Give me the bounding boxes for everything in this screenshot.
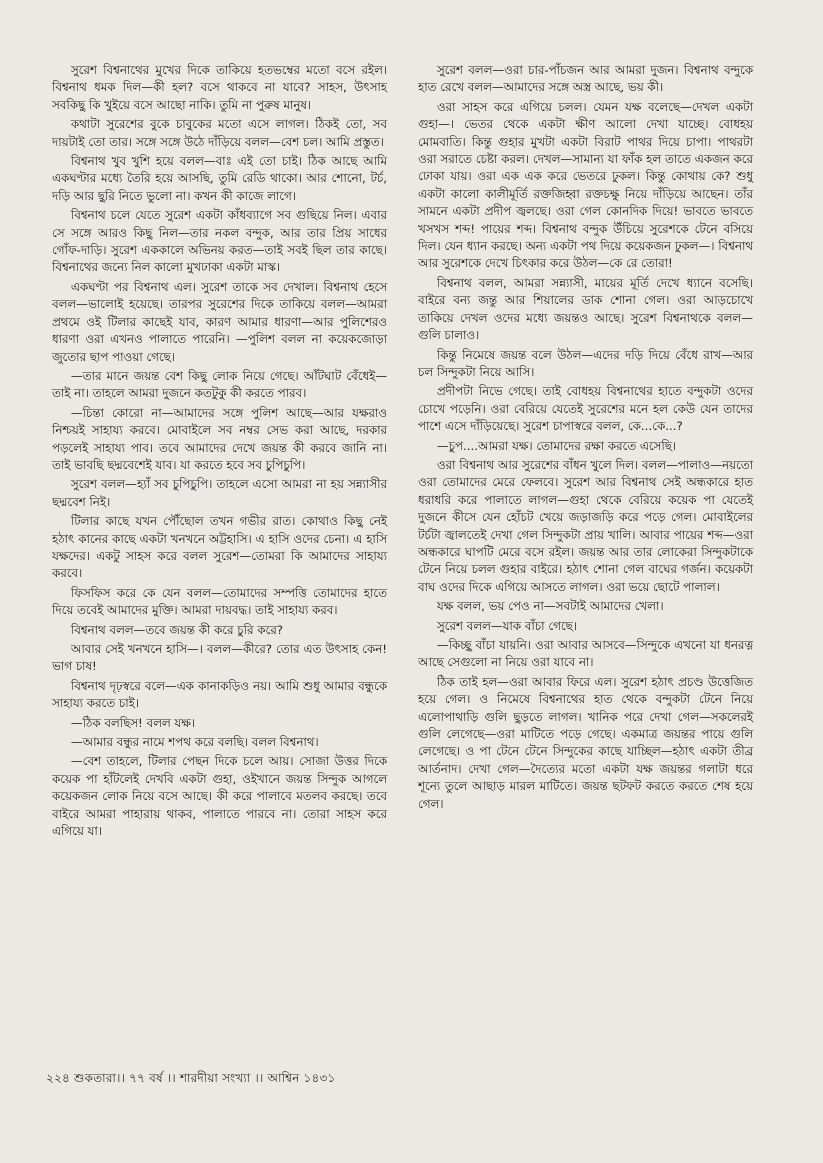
paragraph: সুরেশ বিশ্বনাথের মুখের দিকে তাকিয়ে হতভম্বের মতো বসে রইল। বিশ্বনাথ ধমক দিল—কী হল? বসে থাকবে না যাবে? সাহস, উৎসাহ সবকিছু কি খুইয়ে বসে আছো নাকি। তুমি না পুরুষ মানুষ। bbox=[52, 63, 387, 112]
paragraph: কথাটা সুরেশের বুকে চাবুকের মতো এসে লাগল। ঠিকই তো, সব দায়টাই তো তার। সঙ্গে সঙ্গে উঠে দাঁড়িয়ে বলল—বেশ চল। আমি প্রস্তুত। bbox=[52, 117, 387, 149]
paragraph: —ঠিক বলছিস! বলল যক্ষ। bbox=[70, 715, 195, 730]
paragraph: আবার সেই খনখনে হাসি—। বলল—কীরে? তোর এত উৎসাহ কেন! ভাগ চাষ! bbox=[52, 642, 387, 674]
paragraph: সুরেশ বলল—হ্যাঁ সব চুপিচুপি। তাহলে এসো আমরা না হয় সন্ন্যাসীর ছদ্মবেশ নিই। bbox=[52, 477, 387, 509]
paragraph: টিলার কাছে যখন পৌঁছোল তখন গভীর রাত। কোথাও কিছু নেই হঠাৎ কানের কাছে একটা খনখনে অট্টহাসি। এ হাসি ওদের চেনা। এ হাসি যক্ষদের। একটু সাহস করে বলল সুরেশ—তোমরা কি আমাদের সাহায্য করবে। bbox=[52, 514, 387, 581]
left-column bbox=[52, 62, 387, 842]
page-footer: ২২৪ শুকতারা।। ৭৭ বর্ষ ।। শারদীয়া সংখ্যা ।। আশ্বিন ১৪৩১ bbox=[46, 1071, 336, 1085]
right-column bbox=[418, 62, 753, 815]
paragraph: বিশ্বনাথ বলল—তবে জয়ন্ত কী করে চুরি করে? bbox=[70, 622, 283, 637]
paragraph: ফিসফিস করে কে যেন বলল—তোমাদের সম্পত্তি তোমাদের হাতে দিয়ে তবেই আমাদের মুক্তি। আমরা দায়বদ্ধ। তাই সাহায্য করব। bbox=[52, 585, 387, 618]
paragraph: বিশ্বনাথ খুব খুশি হয়ে বলল—বাঃ এই তো চাই। ঠিক আছে আমি একঘণ্টার মধ্যে তৈরি হয়ে আসছি, তুমি রেডি থাকো। আর শোনো, টর্চ, দড়ি আর ছুরি নিতে ভুলো না। কখন কী কাজে লাগে। bbox=[52, 154, 387, 203]
paragraph: বিশ্বনাথ বলল, আমরা সন্ন্যাসী, মায়ের মূর্তি দেখে ধ্যানে বসেছি। বাইরে বন্য জন্তু আর শিয়ালের ডাক শোনা গেল। ওরা আড়চোখে তাকিয়ে দেখল ওদের মধ্যে জয়ন্তও আছে। সুরেশ বিশ্বনাথকে বলল—গুলি চালাও। bbox=[418, 275, 753, 343]
paragraph: প্রদীপটা নিভে গেছে। তাই বোধহয় বিশ্বনাথের হাতে বন্দুকটা ওদের চোখে পড়েনি। ওরা বেরিয়ে যেতেই সুরেশের মনে হল কেউ যেন তাদের পাশে এসে দাঁড়িয়েছে। সুরেশ চাপাস্বরে বলল, কে...কে...? bbox=[418, 384, 753, 434]
paragraph: যক্ষ বলল, ভয় পেও না—সবটাই আমাদের খেলা। bbox=[436, 599, 664, 614]
paragraph: —কিচ্ছু বাঁচা যায়নি। ওরা আবার আসবে—সিন্দুকে এখনো যা ধনরত্ন আছে সেগুলো না নিয়ে ওরা যাবে না। bbox=[418, 638, 753, 670]
paragraph: বিশ্বনাথ চলে যেতে সুরেশ একটা কাঁধব্যাগে সব গুছিয়ে নিল। এবার সে সঙ্গে আরও কিছু নিল—তার নকল বন্দুক, আর তার প্রিয় সাধের গোঁফ-দাড়ি। সুরেশ এককালে অভিনয় করত—তাই সবই ছিল তার কাছে। বিশ্বনাথের জন্যে নিল কালো মুখঢাকা একটা মাস্ক। bbox=[52, 208, 387, 275]
paragraph: একঘণ্টা পর বিশ্বনাথ এল। সুরেশ তাকে সব দেখাল। বিশ্বনাথ হেসে বলল—ভালোই হয়েছে। তারপর সুরেশের দিকে তাকিয়ে বলল—আমরা প্রথমে ওই টিলার কাছেই যাব, কারণ আমার ধারণা—আর পুলিশেরও ধারণা ওরা এখনও পালাতে পারেনি। —পুলিশ বলল না কয়েকজোড়া জুতোর ছাপ পাওয়া গেছে। bbox=[52, 279, 387, 364]
paragraph: —তার মানে জয়ন্ত বেশ কিছু লোক নিয়ে গেছে। আঁটঘাট বেঁধেই—তাই না। তাহলে আমরা দুজনে কতটুকু কী করতে পারব। bbox=[52, 368, 387, 401]
paragraph: সুরেশ বলল—ওরা চার-পাঁচজন আর আমরা দুজন। বিশ্বনাথ বন্দুকে হাত রেখে বলল—আমাদের সঙ্গে অস্ত্র আছে, ভয় কী। bbox=[418, 63, 753, 95]
paragraph: ঠিক তাই হল—ওরা আবার ফিরে এল। সুরেশ হঠাৎ প্রচণ্ড উত্তেজিত হয়ে গেল। ও নিমেষে বিশ্বনাথের হাত থেকে বন্দুকটা টেনে নিয়ে এলোপাথাড়ি গুলি ছুড়তে লাগল। খানিক পরে দেখা গেল—সকলেরই গুলি লেগেছে—ওরা মাটিতে পড়ে গেছে। একমাত্র জয়ন্তর পায়ে গুলি লেগেছে। ও পা টেনে টেনে সিন্দুকের কাছে যাচ্ছিল—হঠাৎ একটা তীব্র আর্তনাদ। দেখা গেল—দৈত্যের মতো একটা যক্ষ জয়ন্তর গলাটা ধরে শূন্যে তুলে আছাড় মারল মাটিতে। জয়ন্ত ছটফট করতে করতে শেষ হয়ে গেল। bbox=[418, 674, 753, 811]
paragraph: ওরা সাহস করে এগিয়ে চলল। যেমন যক্ষ বলেছে—দেখল একটা গুহা—। ভেতর থেকে একটা ক্ষীণ আলো দেখা যাচ্ছে। বোধহয় মোমবাতি। কিন্তু গুহার মুখটা একটা বিরাট পাথর দিয়ে চাপা। পাথরটা ওরা সরাতে চেষ্টা করল। দেখল—সামান্য যা ফাঁক হল তাতে একজন করে ঢোকা যায়। ওরা এক এক করে ভেতরে ঢুকল। কিন্তু কোথায় কে? শুধু একটা কালো কালীমূর্তি রক্তজিহ্বা রক্তচক্ষু নিয়ে দাঁড়িয়ে আছেন। তাঁর সামনে একটা প্রদীপ জ্বলছে। ওরা গেল কোনদিক দিয়ে! ভাবতে ভাবতে খসখস শব্দ! পায়ের শব্দ। বিশ্বনাথ বন্দুক উঁচিয়ে সুরেশকে টেনে বসিয়ে দিল। যেন ধ্যান করছে। অন্য একটা পথ দিয়ে কয়েকজন ঢুকল—। বিশ্বনাথ আর সুরেশকে দেখে চিৎকার করে উঠল—কে রে তোরা! bbox=[418, 99, 754, 271]
paragraph: কিন্তু নিমেষে জয়ন্ত বলে উঠল—এদের দড়ি দিয়ে বেঁধে রাখ—আর চল সিন্দুকটা নিয়ে আসি। bbox=[418, 347, 753, 379]
paragraph: সুরেশ বলল—যাক বাঁচা গেছে। bbox=[436, 618, 577, 633]
paragraph: ওরা বিশ্বনাথ আর সুরেশের বাঁধন খুলে দিল। বলল—পালাও—নয়তো ওরা তোমাদের মেরে ফেলবে। সুরেশ আর বিশ্বনাথ সেই অন্ধকারে হাত ধরাধরি করে পালাতে লাগল—গুহা থেকে বেরিয়ে কয়েক পা যেতেই দুজনে কীসে যেন হোঁচট খেয়ে জড়াজড়ি করে পড়ে গেল। মোবাইলের টর্চটা জ্বালতেই দেখা গেল সিন্দুকটা প্রায় খালি। আবার পায়ের শব্দ—ওরা অন্ধকারে ঘাপটি মেরে বসে রইল। জয়ন্ত আর তার লোকেরা সিন্দুকটাকে টেনে নিয়ে চলল গুহার বাইরে। হঠাৎ শোনা গেল বাঘের গর্জন। কয়েকটা বাঘ ওদের দিকে এগিয়ে আসতে লাগল। ওরা ভয়ে ছোটে পালাল। bbox=[418, 457, 753, 594]
paragraph: —আমার বন্ধুর নামে শপথ করে বলছি। বলল বিশ্বনাথ। bbox=[70, 735, 319, 750]
paragraph: —চিন্তা কোরো না—আমাদের সঙ্গে পুলিশ আছে—আর যক্ষরাও নিশ্চয়ই সাহায্য করবে। মোবাইলে সব নম্বর সেভ করা আছে, দরকার পড়লেই সাহায্য পাব। তবে আমাদের দেখে জয়ন্ত কী করবে জানি না। তাই ভাবছি ছদ্মবেশেই যাব। যা করতে হবে সব চুপিচুপি। bbox=[52, 405, 387, 472]
paragraph: বিশ্বনাথ দৃঢ়স্বরে বলে—এক কানাকড়িও নয়। আমি শুধু আমার বন্ধুকে সাহায্য করতে চাই। bbox=[52, 678, 387, 711]
paragraph: —বেশ তাহলে, টিলার পেছন দিকে চলে আয়। সোজা উত্তর দিকে কয়েক পা হাঁটলেই দেখবি একটা গুহা, ওইখানে জয়ন্ত সিন্দুক আগলে কয়েকজন লোক নিয়ে বসে আছে। কী করে পালাবে মতলব করছে। তবে বাইরে আমরা পাহারায় থাকব, পালাতে পারবে না। তোরা সাহস করে এগিয়ে যা। bbox=[52, 754, 387, 839]
paragraph: —চুপ....আমরা যক্ষ। তোমাদের রক্ষা করতে এসেছি। bbox=[436, 438, 677, 453]
